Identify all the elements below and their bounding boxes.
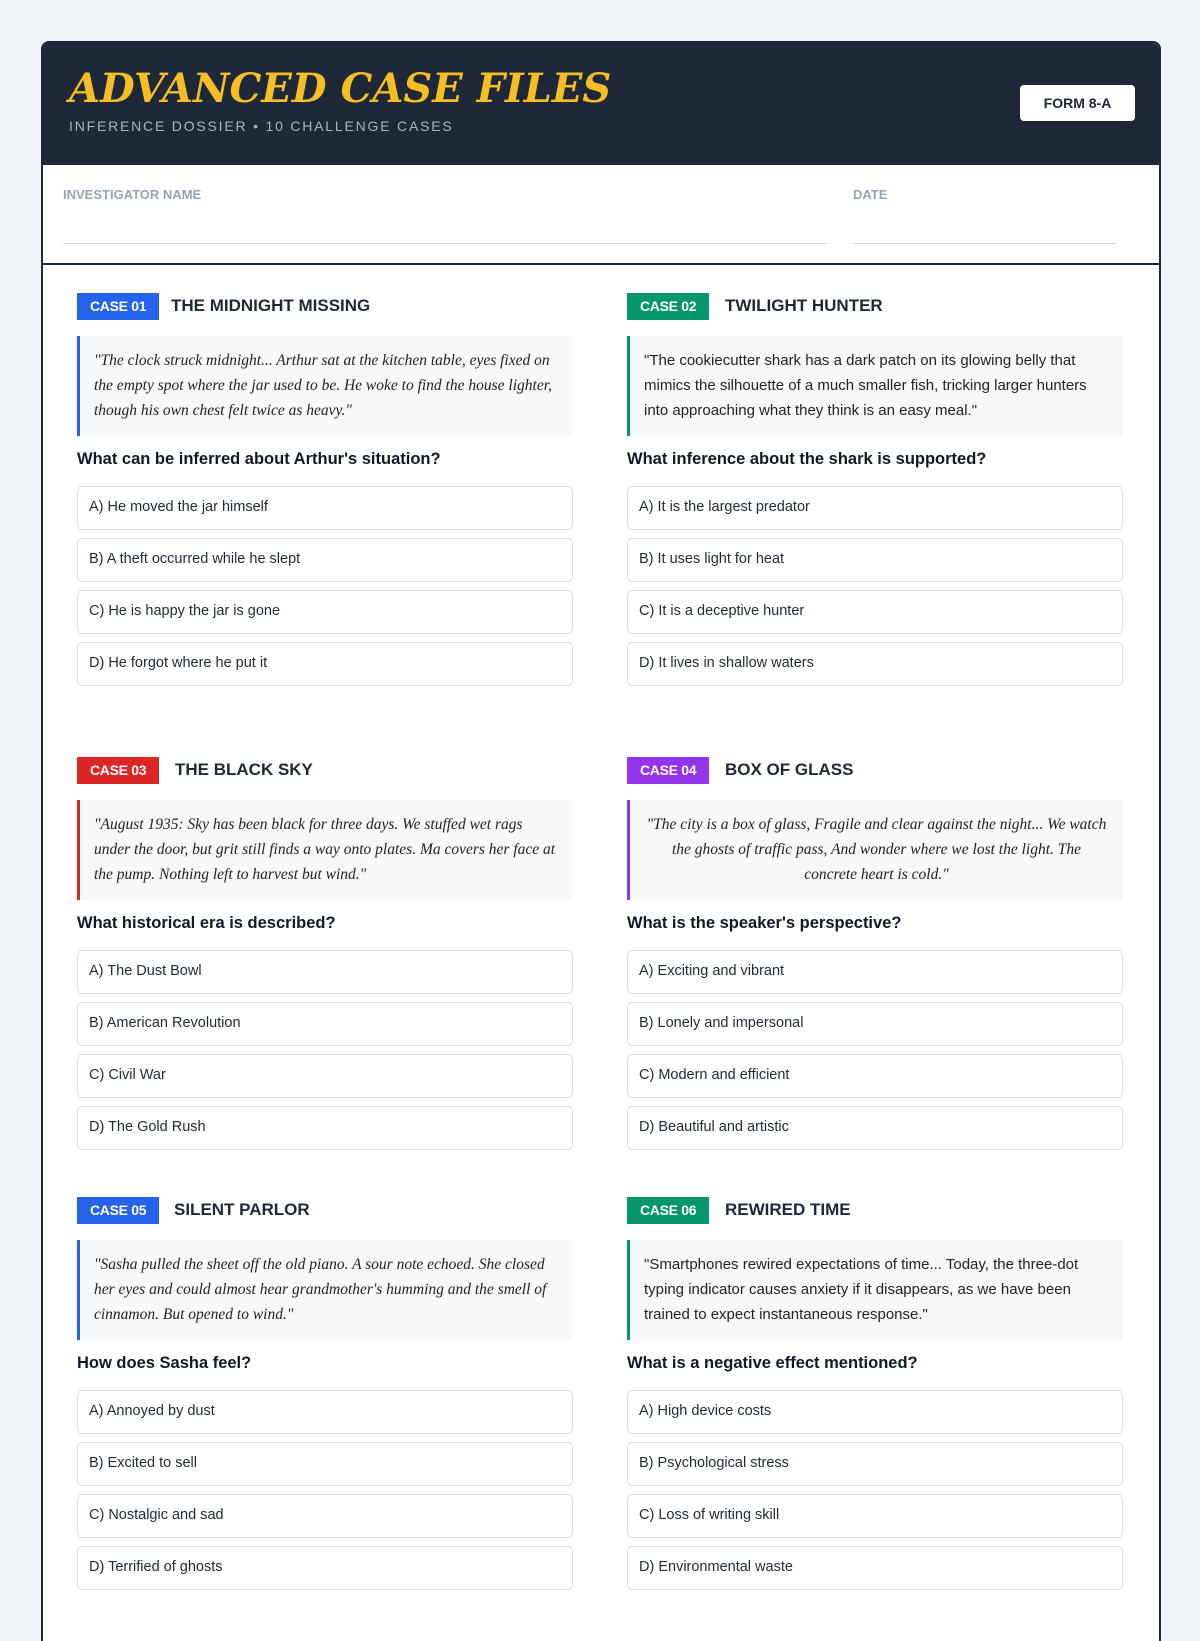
- answer-option[interactable]: D) He forgot where he put it: [77, 642, 573, 686]
- case-question: What inference about the shark is supported?: [627, 450, 987, 468]
- case-badge: CASE 03: [77, 757, 159, 784]
- case-quote: "August 1935: Sky has been black for three days. We stuffed wet rags under the door, but grit still finds a way onto plates. Ma covers her face at the pump. Nothing left to harvest but wind.": [77, 800, 573, 900]
- answer-option[interactable]: C) Civil War: [77, 1054, 573, 1098]
- case-question: What historical era is described?: [77, 914, 336, 932]
- answer-option[interactable]: D) Environmental waste: [627, 1546, 1123, 1590]
- answer-option[interactable]: D) Beautiful and artistic: [627, 1106, 1123, 1150]
- case-title: THE BLACK SKY: [175, 760, 313, 779]
- header-banner: [43, 43, 1159, 165]
- case-file-sheet: [41, 41, 1161, 1641]
- case-card: [627, 293, 1123, 694]
- case-badge: CASE 04: [627, 757, 709, 784]
- case-badge: CASE 02: [627, 293, 709, 320]
- answer-option[interactable]: D) It lives in shallow waters: [627, 642, 1123, 686]
- date-field[interactable]: [853, 243, 1116, 244]
- answer-option[interactable]: A) Exciting and vibrant: [627, 950, 1123, 994]
- answer-option[interactable]: B) Psychological stress: [627, 1442, 1123, 1486]
- case-card: [627, 1197, 1123, 1598]
- case-badge: CASE 01: [77, 293, 159, 320]
- answer-option[interactable]: A) It is the largest predator: [627, 486, 1123, 530]
- page-title: ADVANCED CASE FILES: [69, 65, 612, 112]
- case-title: SILENT PARLOR: [174, 1200, 310, 1219]
- case-quote: "The clock struck midnight... Arthur sat at the kitchen table, eyes fixed on the empty spot where the jar used to be. He woke to find the house lighter, though his own chest felt twice as heavy.": [77, 336, 573, 436]
- page-subtitle: INFERENCE DOSSIER • 10 CHALLENGE CASES: [69, 118, 454, 134]
- answer-option[interactable]: B) Excited to sell: [77, 1442, 573, 1486]
- answer-option[interactable]: C) Nostalgic and sad: [77, 1494, 573, 1538]
- case-title: TWILIGHT HUNTER: [725, 296, 883, 315]
- date-label: DATE: [853, 187, 888, 202]
- answer-option[interactable]: A) Annoyed by dust: [77, 1390, 573, 1434]
- answer-option[interactable]: C) It is a deceptive hunter: [627, 590, 1123, 634]
- case-card: [77, 293, 573, 694]
- case-title: THE MIDNIGHT MISSING: [171, 296, 371, 315]
- case-question: How does Sasha feel?: [77, 1354, 252, 1372]
- answer-option[interactable]: D) Terrified of ghosts: [77, 1546, 573, 1590]
- answer-option[interactable]: B) It uses light for heat: [627, 538, 1123, 582]
- answer-option[interactable]: C) Modern and efficient: [627, 1054, 1123, 1098]
- case-question: What is the speaker's perspective?: [627, 914, 902, 932]
- case-title: REWIRED TIME: [725, 1200, 851, 1219]
- case-badge: CASE 05: [77, 1197, 159, 1224]
- case-title: BOX OF GLASS: [725, 760, 854, 779]
- case-quote: "The city is a box of glass, Fragile and clear against the night... We watch the ghosts of traffic pass, And wonder where we lost the light. The concrete heart is cold.": [627, 800, 1123, 900]
- form-badge: FORM 8-A: [1020, 85, 1135, 121]
- case-quote: "Smartphones rewired expectations of time... Today, the three-dot typing indicator causes anxiety if it disappears, as we have been trained to expect instantaneous response.": [627, 1240, 1123, 1340]
- investigator-name-field[interactable]: [63, 243, 827, 244]
- case-question: What is a negative effect mentioned?: [627, 1354, 918, 1372]
- case-quote: "The cookiecutter shark has a dark patch on its glowing belly that mimics the silhouette of a much smaller fish, tricking larger hunters into approaching what they think is an easy meal.": [627, 336, 1123, 436]
- case-card: [77, 757, 573, 1158]
- answer-option[interactable]: B) A theft occurred while he slept: [77, 538, 573, 582]
- case-quote: "Sasha pulled the sheet off the old piano. A sour note echoed. She closed her eyes and could almost hear grandmother's humming and the smell of cinnamon. But opened to wind.": [77, 1240, 573, 1340]
- case-badge: CASE 06: [627, 1197, 709, 1224]
- case-card: [627, 757, 1123, 1158]
- investigator-section: [43, 165, 1159, 265]
- answer-option[interactable]: A) He moved the jar himself: [77, 486, 573, 530]
- answer-option[interactable]: D) The Gold Rush: [77, 1106, 573, 1150]
- answer-option[interactable]: A) High device costs: [627, 1390, 1123, 1434]
- case-question: What can be inferred about Arthur's situation?: [77, 450, 441, 468]
- answer-option[interactable]: B) Lonely and impersonal: [627, 1002, 1123, 1046]
- answer-option[interactable]: B) American Revolution: [77, 1002, 573, 1046]
- case-card: [77, 1197, 573, 1598]
- investigator-name-label: INVESTIGATOR NAME: [63, 187, 202, 202]
- answer-option[interactable]: C) Loss of writing skill: [627, 1494, 1123, 1538]
- answer-option[interactable]: C) He is happy the jar is gone: [77, 590, 573, 634]
- answer-option[interactable]: A) The Dust Bowl: [77, 950, 573, 994]
